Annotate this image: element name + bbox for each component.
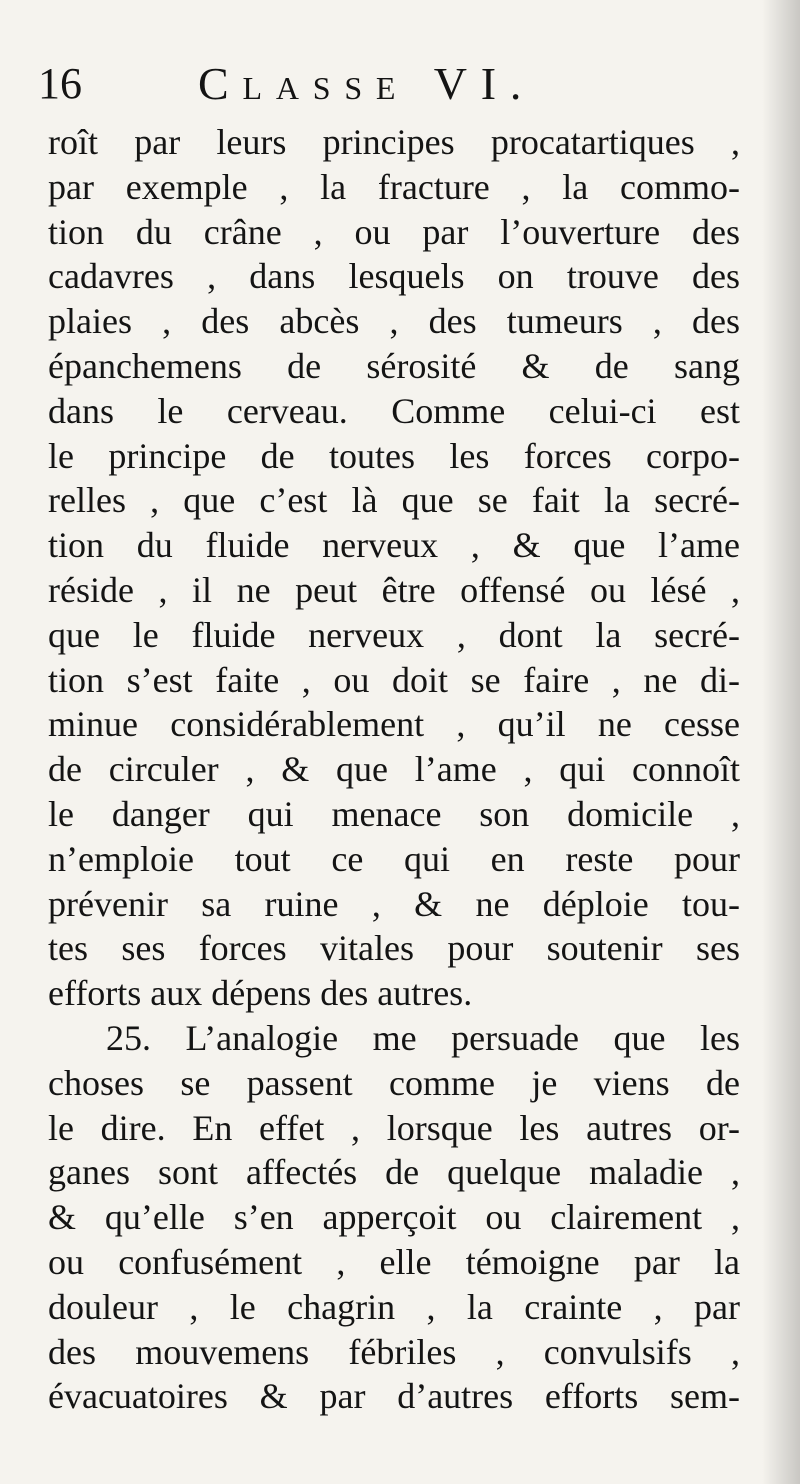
running-head: Classe VI. bbox=[198, 58, 536, 109]
text-line: par exemple , la fracture , la commo- bbox=[48, 166, 740, 207]
text-line: relles , que c’est là que se fait la secré- bbox=[48, 480, 740, 521]
text-line-paragraph-start: 25. L’analogie me persuade que les bbox=[106, 1017, 740, 1058]
text-line: évacuatoires & par d’autres efforts sem- bbox=[48, 1376, 740, 1417]
text-line: douleur , le chagrin , la crainte , par bbox=[48, 1286, 740, 1327]
text-line: tion du crâne , ou par l’ouverture des bbox=[48, 211, 740, 252]
text-line-paragraph-end: efforts aux dépens des autres. bbox=[48, 973, 473, 1014]
text-line: ou confusément , elle témoigne par la bbox=[48, 1241, 740, 1282]
text-line: plaies , des abcès , des tumeurs , des bbox=[48, 301, 740, 342]
text-line: ganes sont affectés de quelque maladie , bbox=[48, 1152, 740, 1193]
text-line: que le fluide nerveux , dont la secré- bbox=[48, 614, 740, 655]
text-line: épanchemens de sérosité & de sang bbox=[48, 345, 740, 386]
page-number: 16 bbox=[38, 59, 82, 108]
text-line: le danger qui menace son domicile , bbox=[48, 793, 740, 834]
text-line: & qu’elle s’en apperçoit ou clairement , bbox=[48, 1197, 740, 1238]
text-line: de circuler , & que l’ame , qui connoît bbox=[48, 749, 740, 790]
text-line: tion du fluide nerveux , & que l’ame bbox=[48, 525, 740, 566]
text-line: n’emploie tout ce qui en reste pour bbox=[48, 838, 740, 879]
text-line: minue considérablement , qu’il ne cesse bbox=[48, 704, 740, 745]
text-line: réside , il ne peut être offensé ou lésé , bbox=[48, 569, 740, 610]
text-line: prévenir sa ruine , & ne déploie tou- bbox=[48, 883, 740, 924]
text-line: des mouvemens fébriles , convulsifs , bbox=[48, 1331, 740, 1372]
text-line: le dire. En effet , lorsque les autres or- bbox=[48, 1107, 740, 1148]
text-line: cadavres , dans lesquels on trouve des bbox=[48, 256, 740, 297]
text-line: roît par leurs principes procatartiques , bbox=[48, 122, 740, 162]
text-line: tes ses forces vitales pour soutenir ses bbox=[48, 928, 740, 969]
body-text bbox=[48, 120, 740, 1419]
text-line: choses se passent comme je viens de bbox=[48, 1062, 740, 1103]
page-header bbox=[38, 46, 758, 116]
page-edge-shadow bbox=[762, 0, 800, 1484]
text-line: dans le cerveau. Comme celui-ci est bbox=[48, 390, 740, 431]
text-line: le principe de toutes les forces corpo- bbox=[48, 435, 740, 476]
text-line: tion s’est faite , ou doit se faire , ne di- bbox=[48, 659, 740, 700]
